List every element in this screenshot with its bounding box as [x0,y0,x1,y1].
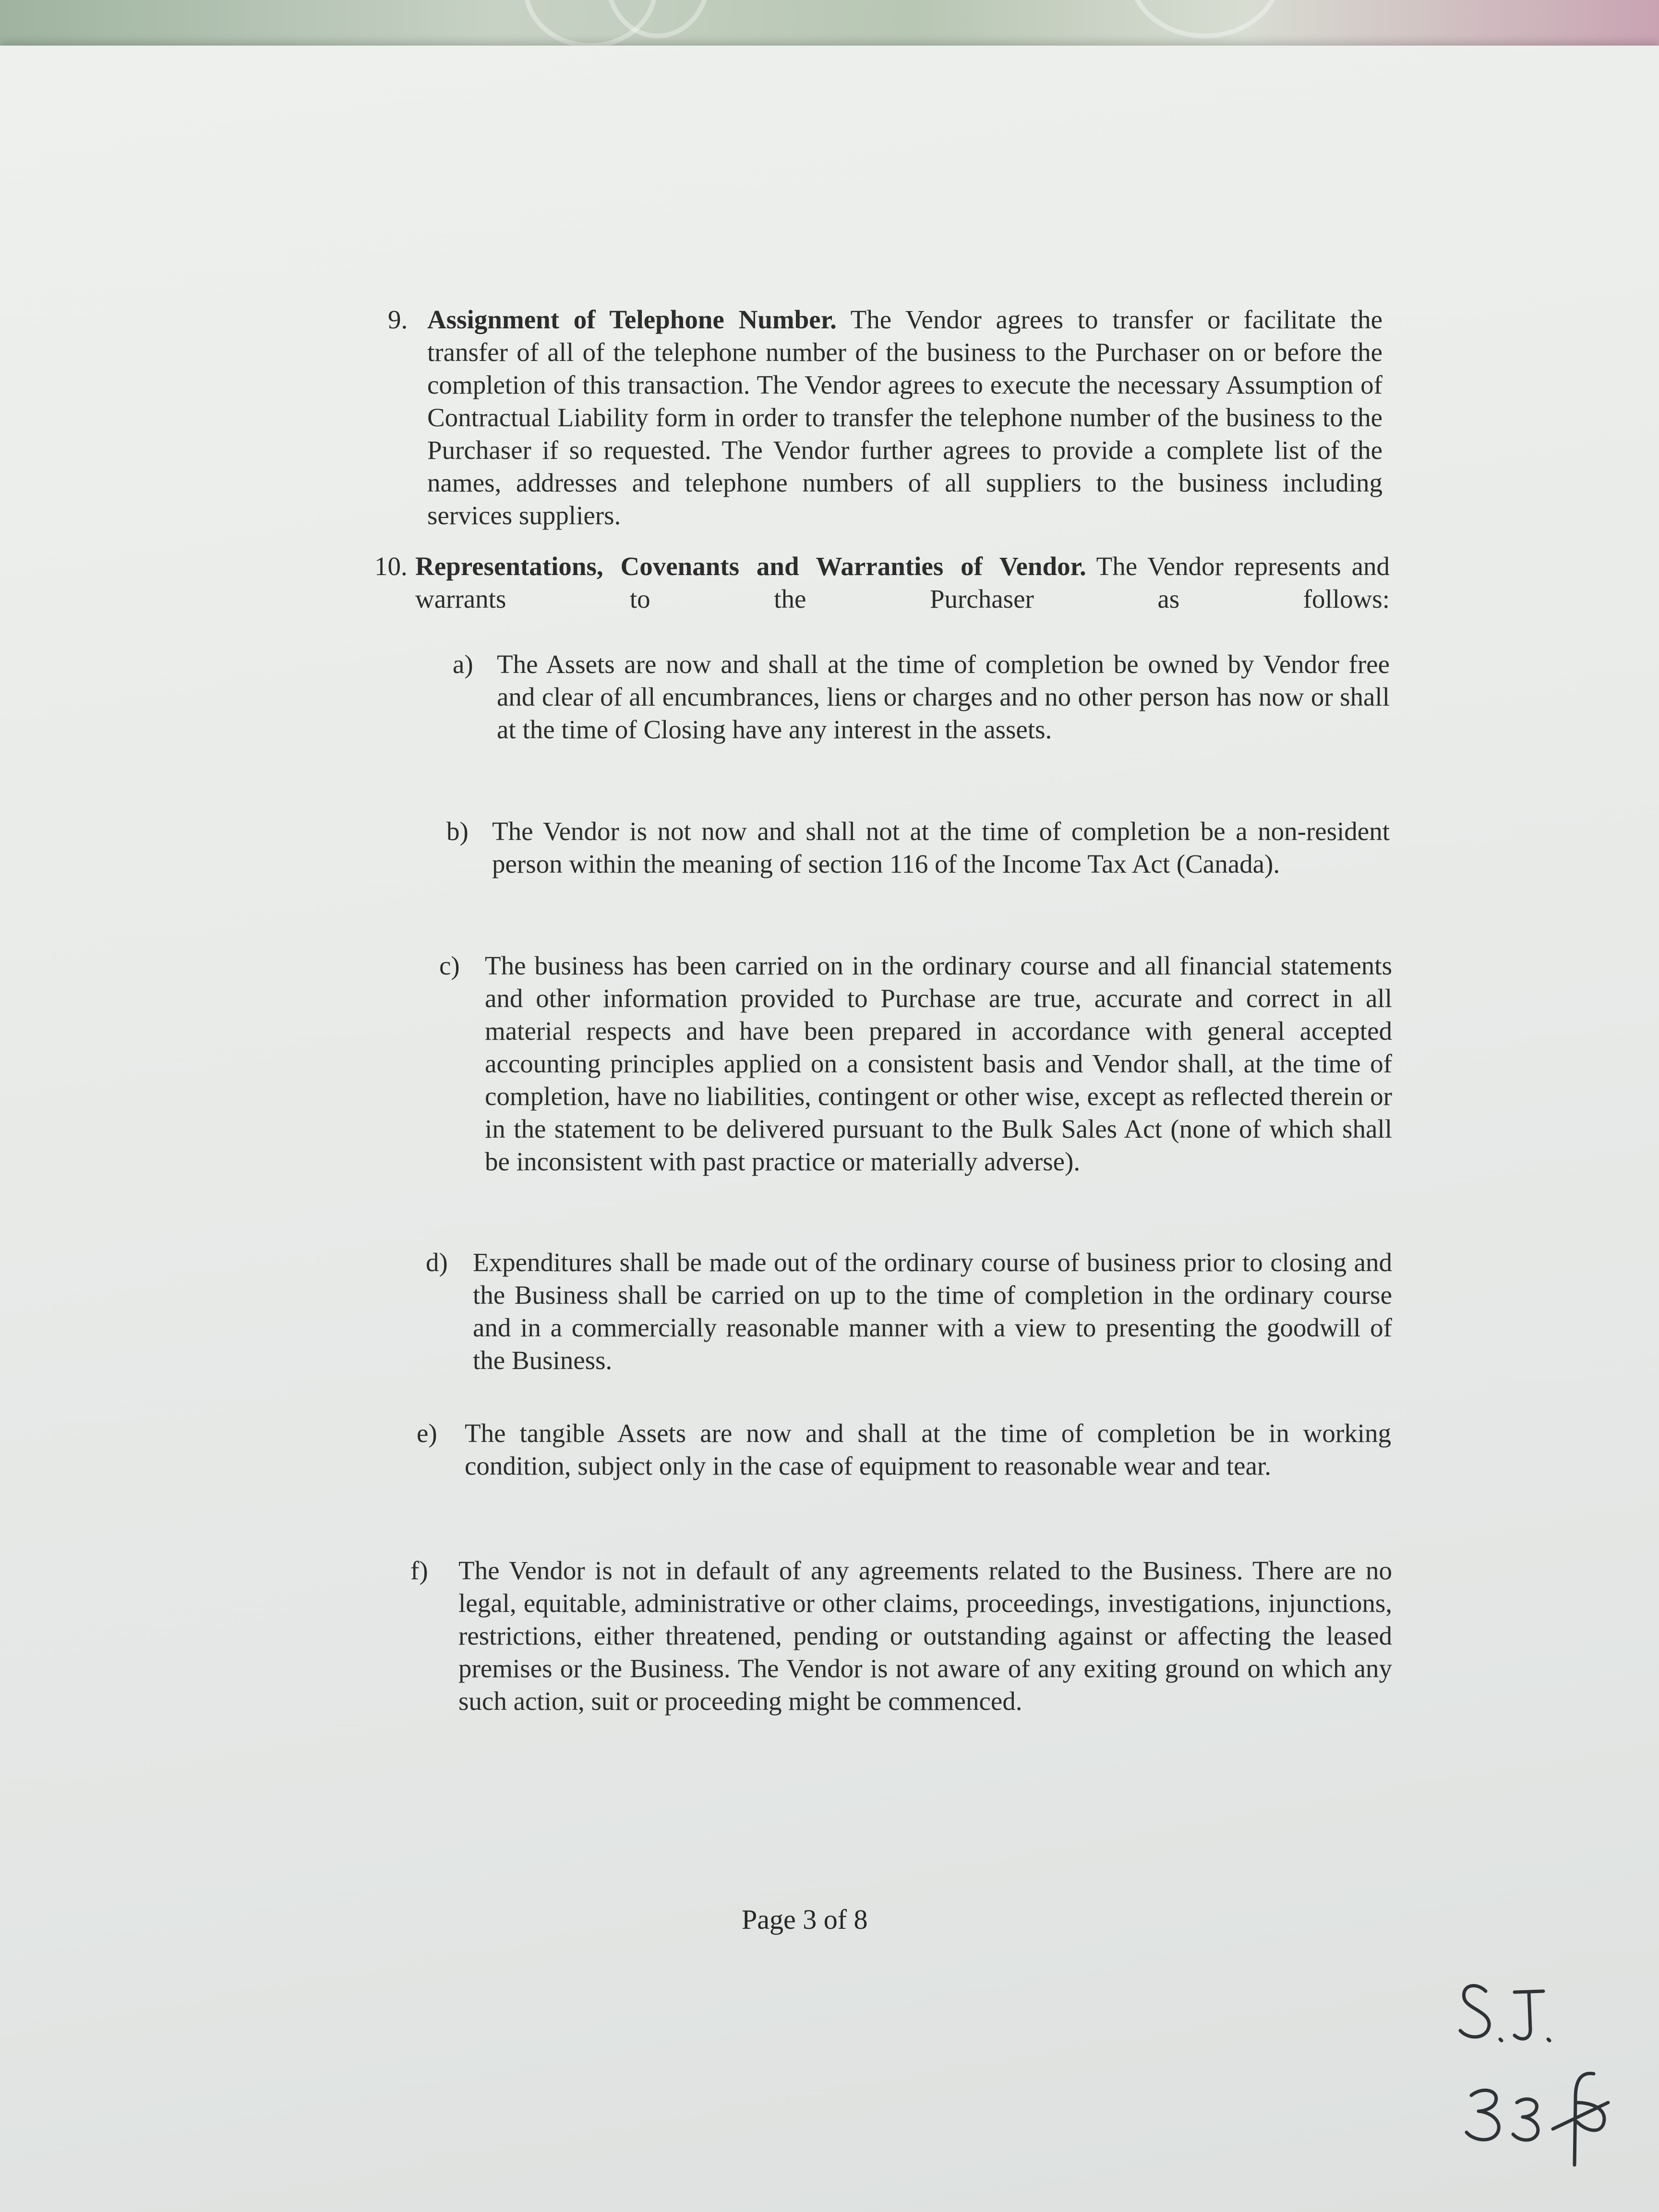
clause-9 [388,303,1382,532]
list-item [417,1417,1391,1482]
clause-10 [374,550,1390,615]
list-item [446,815,1390,880]
item-label: a) [453,649,473,679]
item-text: The Assets are now and shall at the time of completion be owned by Vendor free and clear of all encumbrances, liens or charges and no other person has now or shall at the time of Closing have any interest in the assets. [497,649,1390,744]
item-text: The Vendor is not in default of any agreements related to the Business. There are no legal, equitable, administrative or other claims, proceedings, investigations, injunctions, restrictions, either threatened, pending or outstanding against or affecting the leased premises or the Business. The Vendor is not aware of any exiting ground on which any such action, suit or proceeding might be commenced. [458,1556,1392,1716]
item-label: e) [417,1419,437,1448]
clause-10-text [415,550,1390,615]
page-number: Page 3 of 8 [742,1904,868,1935]
clause-body: The Vendor represents and warrants to the Purchaser as follows: [415,552,1390,613]
list-item [410,1554,1392,1718]
list-item [453,648,1390,746]
item-label: d) [426,1248,448,1277]
clause-number: 10. [374,552,408,581]
item-text: The Vendor is not now and shall not at the time of completion be a non-resident person within the meaning of section 116 of the Income Tax Act (Canada). [492,817,1390,878]
item-label: f) [410,1556,428,1585]
clause-body: The Vendor agrees to transfer or facilitate the transfer of all of the telephone number of the business to the Purchaser on or before the completion of this transaction. The Vendor agrees to execute the necessary Assumption of Contractual Liability form in order to transfer the telephone number of the business to the Purchaser if so requested. The Vendor further agrees to provide a complete list of the names, addresses and telephone numbers of all suppliers to the business including services suppliers. [427,305,1382,530]
item-text: The tangible Assets are now and shall at the time of completion be in working condition, subject only in the case of equipment to reasonable wear and tear. [465,1419,1391,1480]
list-item [439,950,1392,1178]
clause-heading: Representations, Covenants and Warranties of Vendor. [415,552,1086,581]
item-text: Expenditures shall be made out of the ordinary course of business prior to closing and the Business shall be carried on up to the time of completion in the ordinary course and in a commercially reasonable manner with a view to presenting the goodwill of the Business. [473,1248,1392,1375]
item-label: c) [439,951,460,980]
handwritten-initials [1450,1959,1651,2208]
item-text: The business has been carried on in the ordinary course and all financial statements and other information provided to Purchase are true, accurate and correct in all material respects and have been prepared in accordance with general accepted accounting principles applied on a consistent basis and Vendor shall, at the time of completion, have no liabilities, contingent or other wise, except as reflected therein or in the statement to be delivered pursuant to the Bulk Sales Act (none of which shall be inconsistent with past practice or materially adverse). [485,951,1392,1176]
item-label: b) [446,817,469,846]
clause-heading: Assignment of Telephone Number. [427,305,837,334]
list-item [426,1246,1392,1377]
clause-9-text [427,303,1382,532]
clause-number: 9. [388,305,408,334]
